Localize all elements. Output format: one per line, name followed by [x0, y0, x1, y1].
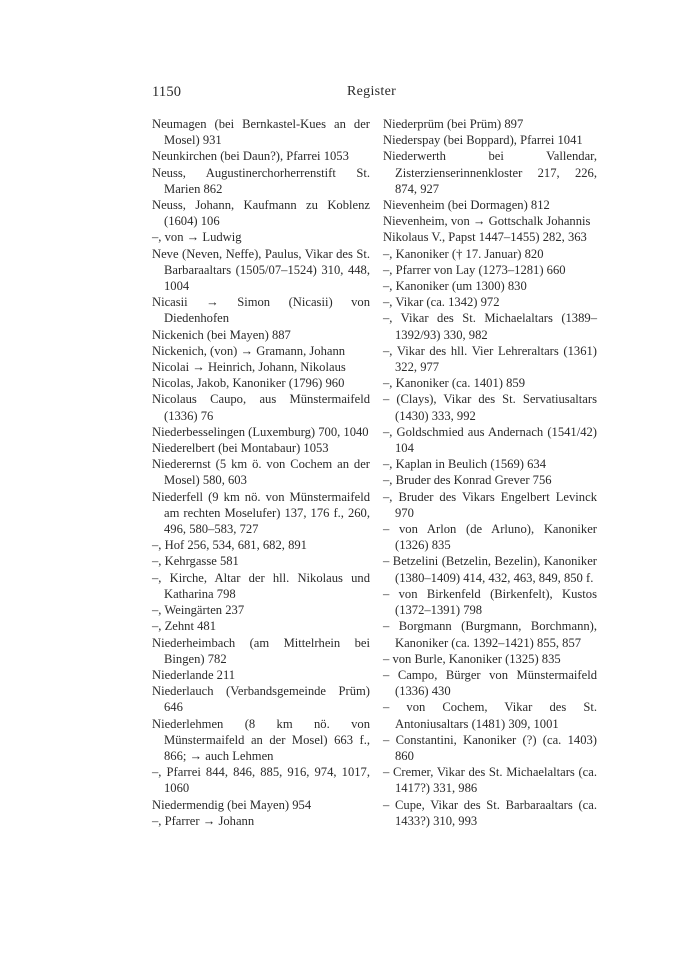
index-entry: –, Pfarrei 844, 846, 885, 916, 974, 1017, 1060 — [152, 765, 370, 796]
index-entry: Niederelbert (bei Montabaur) 1053 — [152, 441, 329, 456]
index-entry: Nickenich, (von) → Gramann, Johann — [152, 343, 346, 358]
index-entry: –, Goldschmied aus Andernach (1541/42) 104 — [383, 424, 597, 456]
index-entry: Niederheimbach (am Mittelrhein bei Bingen) 782 — [152, 635, 370, 666]
index-entry: Niederfell (9 km nö. von Münstermaifeld am rechten Moselufer) 137, 176 f., 260, 496, 580–583, 727 — [152, 489, 370, 537]
index-entry: Neumagen (bei Bernkastel-Kues an der Mosel) 931 — [152, 117, 370, 148]
index-entry: –, Kanoniker (ca. 1401) 859 — [383, 376, 525, 391]
index-entry: – Cupe, Vikar des St. Barbaraaltars (ca. 1433?) 310, 993 — [383, 797, 597, 828]
index-entry: –, Zehnt 481 — [152, 619, 217, 634]
index-entry: –, Vikar des hll. Vier Lehreraltars (1361) 322, 977 — [383, 343, 597, 375]
index-entry: Neunkirchen (bei Daun?), Pfarrei 1053 — [152, 149, 349, 164]
index-entry: –, Kaplan in Beulich (1569) 634 — [383, 457, 546, 472]
index-entry: –, Vikar des St. Michaelaltars (1389–1392/93) 330, 982 — [383, 311, 597, 342]
index-entry: Nievenheim, von → Gottschalk Johannis — [383, 214, 591, 229]
index-entry: –, Weingärten 237 — [152, 603, 245, 618]
index-entry: Neuss, Augustinerchorherrenstift St. Marien 862 — [152, 165, 370, 196]
index-entry: Niederprüm (bei Prüm) 897 — [383, 117, 524, 131]
index-entry: –, von → Ludwig — [152, 230, 242, 245]
index-entry: Nicolai → Heinrich, Johann, Nikolaus — [152, 360, 346, 375]
running-title: Register — [347, 84, 397, 99]
index-entry: –, Pfarrer → Johann — [152, 813, 255, 828]
index-entry: –, Vikar (ca. 1342) 972 — [383, 295, 500, 310]
index-entry: –, Kirche, Altar der hll. Nikolaus und Katharina 798 — [152, 570, 370, 601]
index-entry: – von Cochem, Vikar des St. Antoniusaltars (1481) 309, 1001 — [383, 700, 597, 731]
index-entry: –, Kanoniker (um 1300) 830 — [383, 279, 527, 294]
index-entry: Nicolas, Jakob, Kanoniker (1796) 960 — [152, 376, 345, 391]
index-entry: Nicolaus Caupo, aus Münstermaifeld (1336) 76 — [152, 392, 370, 423]
index-entry: –, Bruder des Vikars Engelbert Levinck 970 — [383, 489, 597, 520]
index-entry: – Betzelini (Betzelin, Bezelin), Kanoniker (1380–1409) 414, 432, 463, 849, 850 f. — [383, 554, 597, 585]
index-entry: Niederwerth bei Vallendar, Zisterzienserinnenkloster 217, 226, 874, 927 — [383, 149, 597, 196]
index-entry: – (Clays), Vikar des St. Servatiusaltars (1430) 333, 992 — [383, 392, 597, 423]
index-entry: –, Hof 256, 534, 681, 682, 891 — [152, 538, 307, 553]
index-entry: – von Burle, Kanoniker (1325) 835 — [383, 651, 561, 666]
index-entry: –, Kehrgasse 581 — [152, 554, 239, 569]
index-entry: – Constantini, Kanoniker (?) (ca. 1403) 860 — [383, 732, 597, 763]
index-column-right — [383, 116, 597, 829]
index-entry: Nievenheim (bei Dormagen) 812 — [383, 198, 550, 213]
index-entry: Niederernst (5 km ö. von Cochem an der Mosel) 580, 603 — [152, 457, 370, 488]
index-entry: Niederlehmen (8 km nö. von Münstermaifeld an der Mosel) 663 f., 866; → auch Lehmen — [152, 716, 370, 763]
index-entry: – von Arlon (de Arluno), Kanoniker (1326) 835 — [383, 522, 597, 553]
index-entry: – Cremer, Vikar des St. Michaelaltars (ca. 1417?) 331, 986 — [383, 765, 597, 796]
index-entry: Nikolaus V., Papst 1447–1455) 282, 363 — [383, 230, 587, 245]
index-entry: –, Pfarrer von Lay (1273–1281) 660 — [383, 262, 566, 277]
index-entry: Niedermendig (bei Mayen) 954 — [152, 797, 312, 812]
index-entry: Neuss, Johann, Kaufmann zu Koblenz (1604) 106 — [152, 198, 370, 229]
index-entry: –, Bruder des Konrad Grever 756 — [383, 473, 552, 488]
index-entry: – Borgmann (Burgmann, Borchmann), Kanoniker (ca. 1392–1421) 855, 857 — [383, 619, 597, 650]
index-entry: Neve (Neven, Neffe), Paulus, Vikar des St. Barbaraaltars (1505/07–1524) 310, 448, 1004 — [152, 246, 370, 294]
index-entry: – von Birkenfeld (Birkenfelt), Kustos (1372–1391) 798 — [383, 586, 597, 618]
index-column-left — [152, 116, 370, 829]
index-entry: Niederlande 211 — [152, 667, 236, 682]
index-entry: Niederbesselingen (Luxemburg) 700, 1040 — [152, 424, 369, 439]
index-entry: Nickenich (bei Mayen) 887 — [152, 327, 291, 342]
index-entry: Niederlauch (Verbandsgemeinde Prüm) 646 — [152, 684, 370, 715]
index-entry: – Campo, Bürger von Münstermaifeld (1336) 430 — [383, 667, 597, 699]
page-number: 1150 — [152, 84, 182, 100]
index-entry: –, Kanoniker († 17. Januar) 820 — [383, 246, 544, 261]
index-entry: Nicasii → Simon (Nicasii) von Diedenhofen — [152, 295, 370, 326]
index-entry: Niederspay (bei Boppard), Pfarrei 1041 — [383, 133, 583, 148]
